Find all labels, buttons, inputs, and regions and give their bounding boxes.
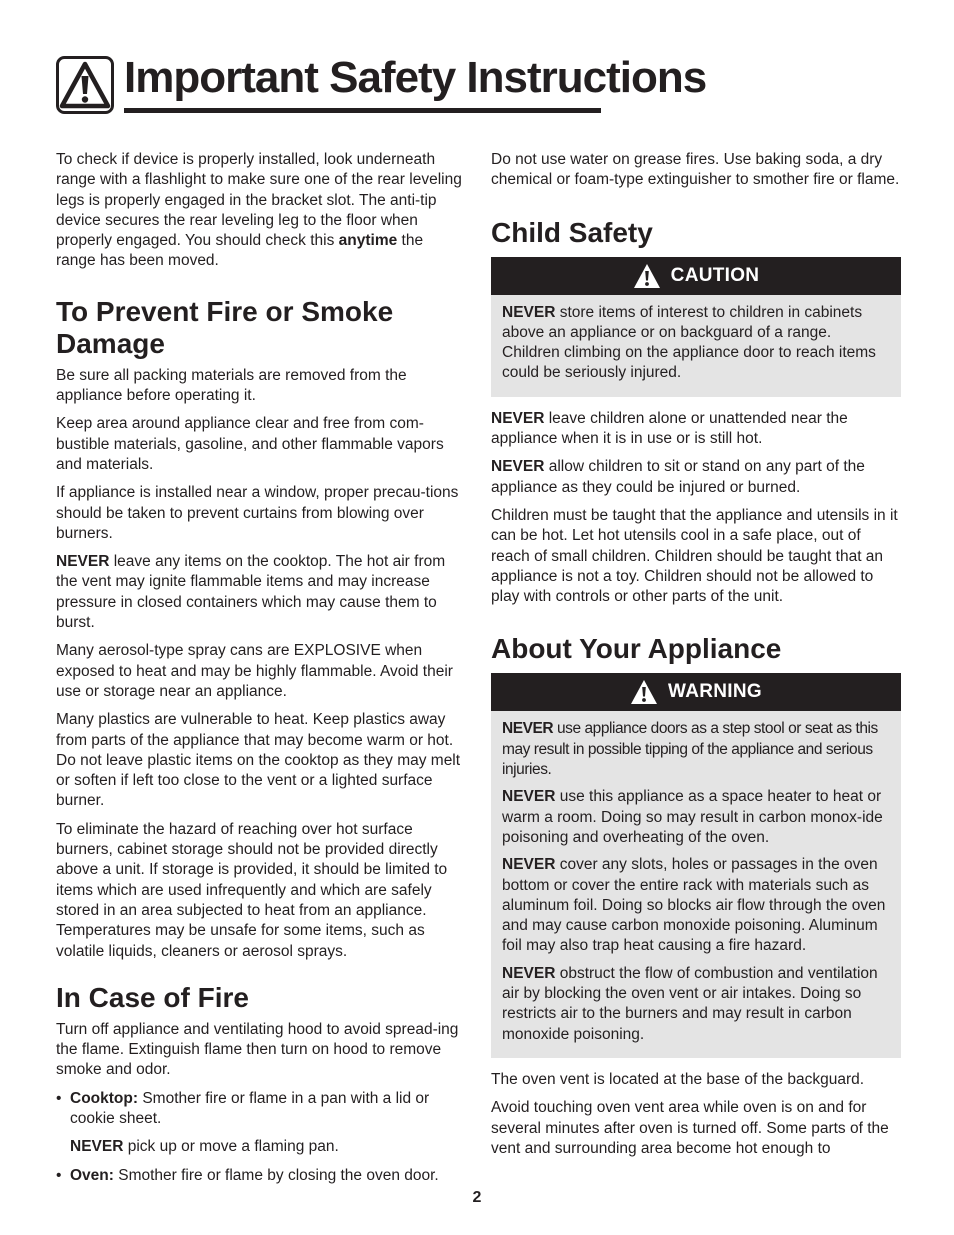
warning-banner xyxy=(491,673,901,711)
heading-about-appliance: About Your Appliance xyxy=(491,633,782,665)
heading-child-safety: Child Safety xyxy=(491,216,653,248)
title-underline xyxy=(124,108,601,113)
vent-hot-paragraph: Avoid touching oven vent area while oven is on and for several minutes after oven is turned off. Some parts of the vent and surrounding area become hot enough to xyxy=(491,1099,889,1157)
warning-triangle-icon xyxy=(56,56,114,114)
bullet: • xyxy=(56,1089,62,1107)
caution-body xyxy=(491,295,901,397)
caution-paragraph: NEVER store items of interest to children in cabinets above an appliance or on backguard of a range. Children climbing on the appliance door to reach items could be seriously injured. xyxy=(502,303,876,382)
fire-paragraph-cabinet-storage: To eliminate the hazard of reaching over hot surface burners, cabinet storage should not be provided directly above a unit. If storage is provided, it should be limited to items which are used infrequently and which are safely stored in an area subjected to heat from an appliance. Temperatures may be unsafe for some items, such as volatile liquids, cleaners or aerosol sprays. xyxy=(56,820,448,960)
child-paragraph-taught: Children must be taught that the appliance and utensils in it can be hot. Let hot utensils cool in a safe place, out of reach of small children. Children should be taught that an appliance is not a toy. Children should not be allowed to play with controls or other parts of the unit. xyxy=(491,506,898,606)
warning-paragraph-ventilation: NEVER obstruct the flow of combustion and ventilation air by blocking the oven vent or air intakes. Doing so restricts air to the burners and may result in carbon monoxide poisoning. xyxy=(502,964,878,1043)
alert-triangle-icon xyxy=(633,263,661,289)
warning-box xyxy=(491,673,901,1057)
fire-paragraph-window: If appliance is installed near a window, proper precau-tions should be taken to prevent curtains from blowing over burners. xyxy=(56,484,459,542)
warning-label: WARNING xyxy=(668,681,762,703)
cooktop-never-note: NEVER pick up or move a flaming pan. xyxy=(70,1138,339,1156)
fire-paragraph-packing: Be sure all packing materials are removed from the appliance before operating it. xyxy=(56,366,407,405)
page-number: 2 xyxy=(472,1189,482,1206)
caution-banner xyxy=(491,257,901,295)
right-column xyxy=(491,150,901,1167)
list-item-cooktop: • Cooktop: Smother fire or flame in a pan with a lid or cookie sheet. NEVER pick up or move a flaming pan. xyxy=(56,1089,464,1158)
heading-prevent-fire: To Prevent Fire or Smoke Damage xyxy=(56,295,394,359)
warning-paragraph-step-stool: NEVER use appliance doors as a step stool or seat as this may result in possible tipping of the appliance and serious injuries. xyxy=(502,720,878,779)
heading-case-of-fire: In Case of Fire xyxy=(56,981,249,1013)
caution-box xyxy=(491,257,901,397)
grease-fire-paragraph: Do not use water on grease fires. Use baking soda, a dry chemical or foam-type extinguisher to smother fire or flame. xyxy=(491,151,900,189)
alert-triangle-icon xyxy=(630,679,658,705)
case-paragraph-intro: Turn off appliance and ventilating hood to avoid spread-ing the flame. Extinguish flame then turn on hood to remove smoke and odor. xyxy=(56,1020,459,1079)
fire-paragraph-clear-area: Keep area around appliance clear and free from com-bustible materials, gasoline, and other flammable vapors and materials. xyxy=(56,415,444,473)
child-paragraph-sit-stand: NEVER allow children to sit or stand on any part of the appliance as they could be injured or burned. xyxy=(491,458,865,496)
list-item-oven: • Oven: Smother fire or flame by closing the oven door. xyxy=(56,1166,464,1186)
child-paragraph-unattended: NEVER leave children alone or unattended near the appliance when it is in use or is still hot. xyxy=(491,409,848,448)
warning-paragraph-foil: NEVER cover any slots, holes or passages in the oven bottom or cover the entire rack with materials such as aluminum foil. Doing so blocks air flow through the oven and may cause carbon monoxide poisoning. Aluminum foil may also trap heat causing a fire hazard. xyxy=(502,856,886,955)
page-header xyxy=(56,52,707,118)
vent-location-paragraph: The oven vent is located at the base of the backguard. xyxy=(491,1070,865,1088)
warning-body xyxy=(491,711,901,1057)
bullet: • xyxy=(56,1166,62,1184)
anti-tip-check-paragraph: To check if device is properly installed, look underneath range with a flashlight to make sure one of the rear leveling legs is properly engaged in the bracket slot. The anti-tip device secures the rear leveling leg to the floor when properly engaged. You should check this anytime the range has been moved. xyxy=(56,151,462,270)
warning-paragraph-space-heater: NEVER use this appliance as a space heater to heat or warm a room. Doing so may result in carbon monox-ide poisoning and overheating of the oven. xyxy=(502,788,883,846)
page-title: Important Safety Instructions xyxy=(124,53,707,102)
caution-label: CAUTION xyxy=(670,264,760,286)
left-column xyxy=(56,150,464,1194)
fire-paragraph-plastics: Many plastics are vulnerable to heat. Keep plastics away from parts of the appliance that may become warm or hot. Do not leave plastic items on the cooktop as they may melt or soften if left too close to the vent or a lighted surface burner. xyxy=(56,711,461,810)
fire-paragraph-aerosol: Many aerosol-type spray cans are EXPLOSIVE when exposed to heat and may be highly flammable. Avoid their use or storage near an appliance. xyxy=(56,642,453,700)
fire-action-list xyxy=(56,1089,464,1186)
fire-paragraph-cooktop-items: NEVER leave any items on the cooktop. The hot air from the vent may ignite flammable items and may increase pressure in closed containers which may cause them to burst. xyxy=(56,553,446,632)
